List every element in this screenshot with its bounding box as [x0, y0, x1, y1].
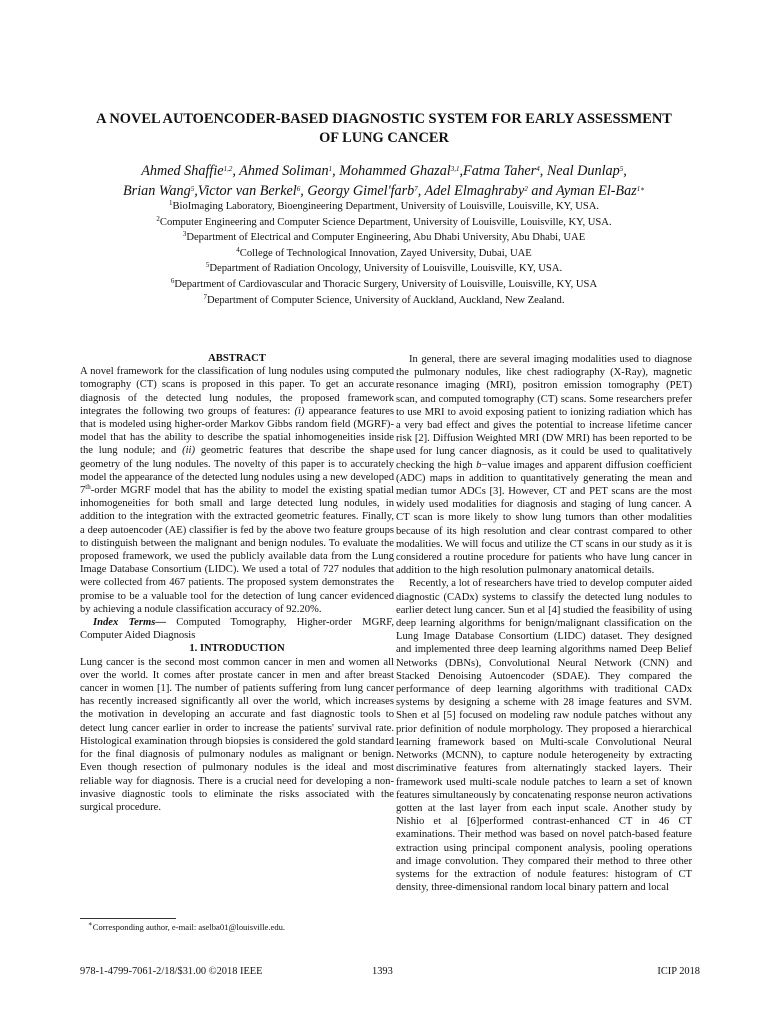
page-footer	[80, 965, 700, 979]
title-line-2: OF LUNG CANCER	[319, 130, 449, 146]
abstract-heading: ABSTRACT	[208, 353, 266, 364]
body-paragraph: In general, there are several imaging modalities used to diagnose the pulmonary nodules, like chest radiography (X-Ray), magnetic resonance imaging (MRI), positron emission tomography (PET) scan, and computed tomography (CT) scans. Some researchers prefer to use MRI to avoid exposing patient to ionizing radiation which has a very bad effect and gives the potential to increase lifetime cancer risk [2]. Diffusion Weighted MRI (DW MRI) has been reported to be used for lung cancer diagnosis, as it could be used to qualitatively checking the high b−value images and apparent diffusion coefficient (ADC) maps in addition to quantitatively generating the mean and median tumor ADCs [3]. However, CT and PET scans are the most widely used modalities for diagnosis and staging of lung cancer. A CT scan is more likely to show lung tumors than other modalities because of its high resolution and clear contrast compared to other modalities. We will focus and utilize the CT scans in our study as it is considered a routine procedure for patients who have lung cancer in addition to the high resolution pulmonary anatomical details.	[396, 354, 692, 577]
introduction-heading: 1. INTRODUCTION	[189, 643, 285, 655]
footnote-rule	[80, 918, 176, 919]
page-number: 1393	[372, 966, 393, 977]
index-terms-label: Index Terms—	[93, 617, 166, 629]
affiliation: $^5$Department of Radiation Oncology, University of Louisville, Louisville, KY, USA.	[205, 261, 563, 275]
affiliation: $^3$Department of Electrical and Computer Engineering, Abu Dhabi University, Abu Dhabi, UAE	[182, 230, 586, 244]
isbn-copyright: 978-1-4799-7061-2/18/$31.00 ©2018 IEEE	[80, 966, 263, 977]
left-column	[80, 352, 394, 814]
author: Georgy Gimel'farb$^7$,	[307, 183, 425, 199]
affiliation: $^7$Department of Computer Science, University of Auckland, Auckland, New Zealand.	[203, 292, 565, 306]
author: Victor van Berkel$^6$,	[197, 183, 308, 199]
author: Adel Elmaghraby$^2$ and	[424, 183, 556, 199]
author-list	[40, 161, 728, 201]
conference-name: ICIP 2018	[657, 966, 700, 977]
affiliation-list	[40, 199, 728, 308]
body-paragraph: Recently, a lot of researchers have tried to develop computer aided diagnostic (CADx) systems to classify the detected lung nodules to earlier detect lung cancer. Sun et al [4] studied the feasibility of using deep learning algorithms for benign/malignant classification on the Lung Image Database Consortium (LIDC) dataset. They designed and implemented three deep learning algorithms named Deep Belief Networks (DBNs), Convolutional Neural Network (CNN) and Stacked Denoising Autoencoder (SDAE). They compared the performance of deep learning algorithms with traditional CADx systems by designing a scheme with 28 image features and SVM. Shen et al [5] focused on modeling raw nodule patches without any prior definition of nodule morphology. They proposed a hierarchical learning framework based on Multi-scale Convolutional Neural Networks (MCNN), to capture nodule heterogeneity by extracting discriminative features from alternatingly stacked layers. Their framework used multi-scale nodule patches to learn a set of known features simultaneously by concatenating response neuron activations gotten at the last layer from each input scale. Another study by Nishio et al [6]performed contrast-enhanced CT in 46 CT examinations. Their method was based on novel patch-based feature extraction using principal component analysis, pooling operations and image convolution. They compared their method to three other systems for the extraction of nodule features: histogram of CT density, three-dimensional random local binary pattern and local	[396, 578, 692, 894]
footnote: ∗Corresponding author, e-mail: aselba01@louisville.edu.	[88, 920, 286, 932]
paper-title	[60, 110, 708, 148]
affiliation: $^1$BioImaging Laboratory, Bioengineering Department, University of Louisville, Louisville, KY, USA.	[168, 199, 600, 212]
right-column	[396, 353, 692, 894]
affiliation: $^6$Department of Cardiovascular and Thoracic Surgery, University of Louisville, Louisville, KY, USA	[170, 276, 598, 290]
index-terms: Index Terms— Computed Tomography, Higher-order MGRF, Computer Aided Diagnosis	[80, 617, 394, 642]
author: Ahmed Shaffie$^{1,2}$,	[141, 163, 240, 179]
introduction-paragraph: Lung cancer is the second most common cancer in men and women all over the world. It comes after prostate cancer in men and after breast cancer in women [1]. The number of patients suffering from lung cancer has recently increased significantly all over the world, which increases the motivation in developing an accurate and fast diagnostic tools to detect lung cancer earlier in order to increase the patients' survival rate. Histological examination through biopsies is considered the gold standard for the final diagnosis of pulmonary nodules as malignant or benign. Even though resection of pulmonary nodules is the ideal and most reliable way for diagnosis. There is a crucial need for developing a non-invasive diagnostic tools to eliminate the risks associated with the surgical procedure.	[80, 656, 394, 813]
author: Mohammed Ghazal$^{3,1}$,	[339, 163, 464, 179]
affiliation: $^2$Computer Engineering and Computer Science Department, University of Louisville, Louisville, KY, USA.	[156, 214, 612, 228]
title-line-1: A NOVEL AUTOENCODER-BASED DIAGNOSTIC SYSTEM FOR EARLY ASSESSMENT	[96, 111, 672, 127]
author: Brian Wang$^5$,	[123, 183, 198, 199]
abstract-text: A novel framework for the classification of lung nodules using computed tomography (CT) scans is proposed in this paper. To get an accurate diagnosis of the detected lung nodules, the proposed framework integrates the following two groups of features: (i) appearance features that is modeled using higher-order Markov Gibbs random field (MGRF)-model that has the ability to describe the spatial inhomogeneities inside the lung nodule; and (ii) geometric features that describe the shape geometry of the lung nodules. The novelty of this paper is to accurately model the appearance of the detected lung nodules using a new developed 7th-order MGRF model that has the ability to model the existing spatial inhomogeneities for both small and large detected lung nodules, in addition to the integration with the extracted geometric features. Finally, a deep autoencoder (AE) classifier is fed by the above two feature groups to distinguish between the malignant and benign nodules. To evaluate the proposed framework, we used the publicly available data from the Lung Image Database Consortium (LIDC). We used a total of 727 nodules that were collected from 467 patients. The proposed system demonstrates the promise to be a valuable tool for the detection of lung cancer evidenced by achieving a nodule classification accuracy of 92.20%.	[80, 366, 394, 615]
author: Ahmed Soliman$^1$,	[239, 163, 340, 179]
author: Fatma Taher$^4$,	[463, 163, 547, 179]
author: Neal Dunlap$^5$,	[546, 163, 627, 179]
affiliation: $^4$College of Technological Innovation, Zayed University, Dubai, UAE	[236, 245, 532, 259]
author: Ayman El-Baz$^{1∗}$	[555, 183, 645, 199]
